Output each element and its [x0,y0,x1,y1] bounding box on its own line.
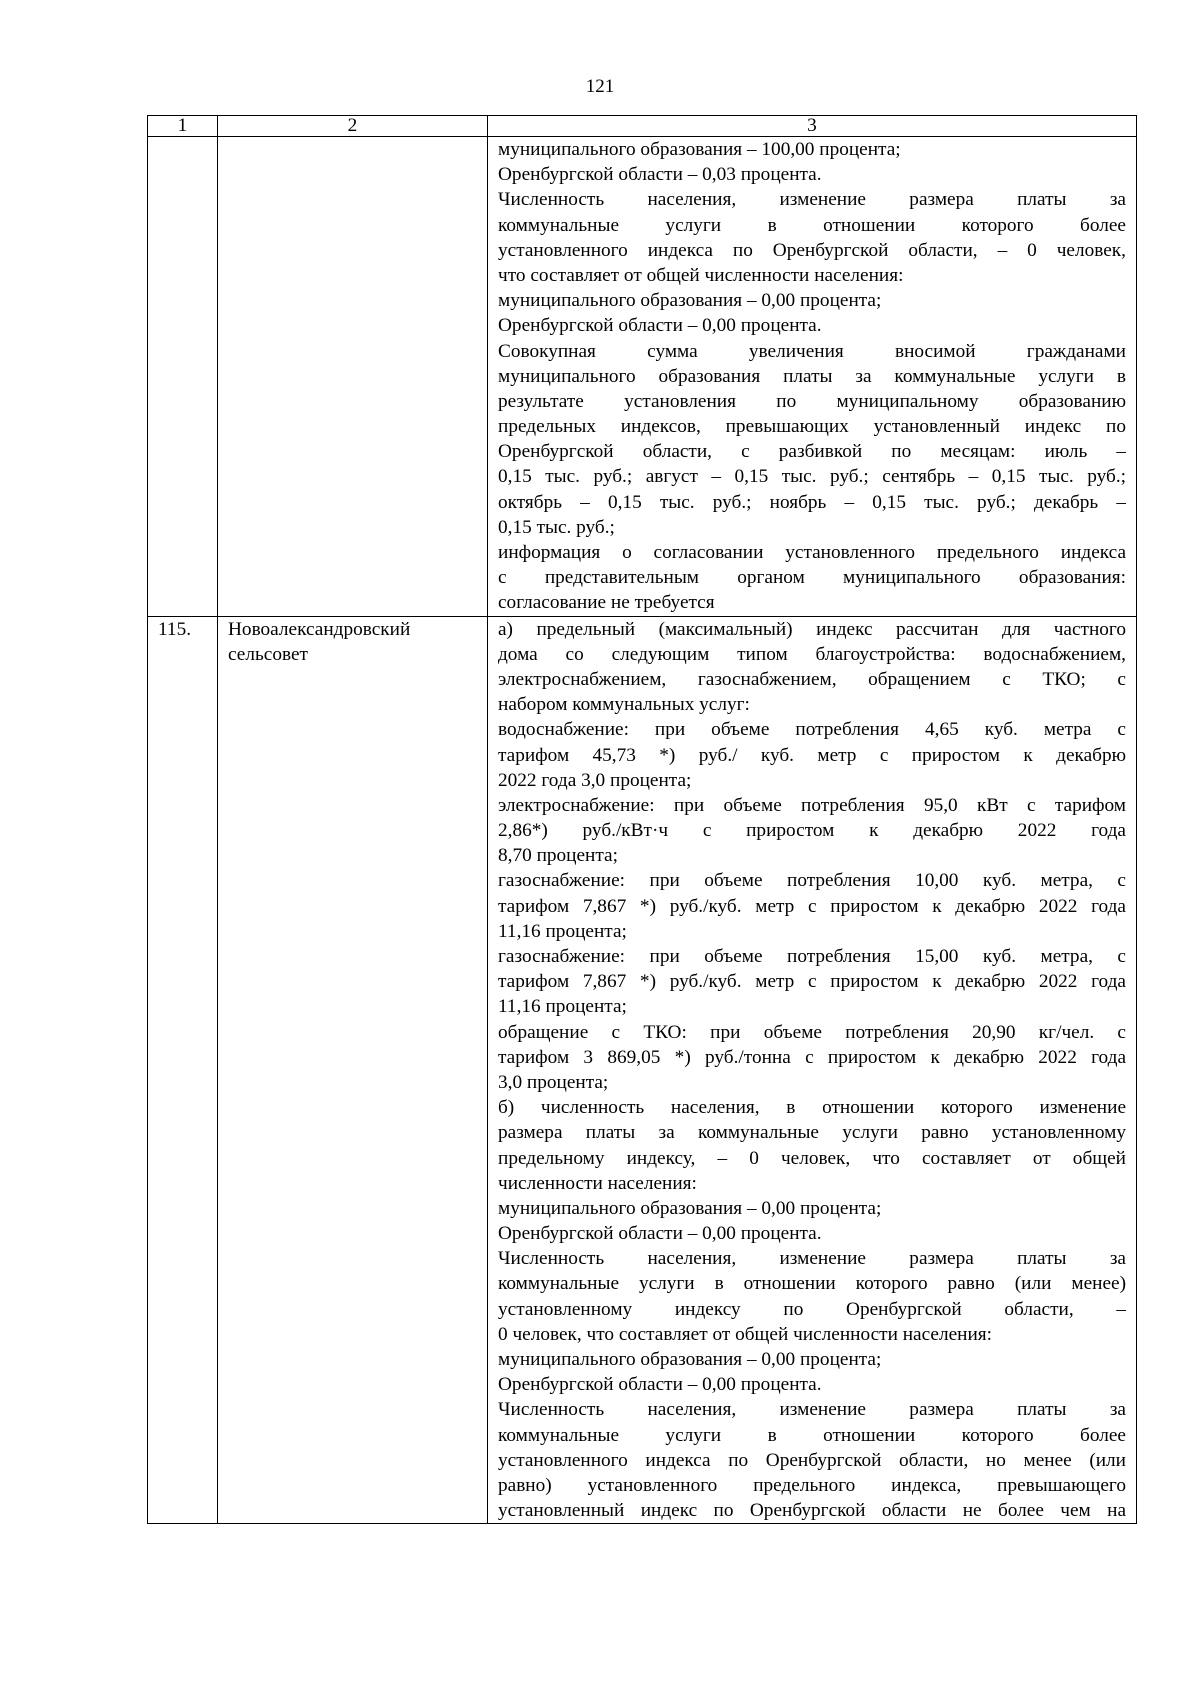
text-line: электроснабжением, газоснабжением, обращением с ТКО; с [498,668,1126,690]
text-line: 3,0 процента; [498,1071,609,1093]
text-line: предельному индексу, – 0 человек, что составляет от общей [498,1147,1126,1169]
text-line: 0,15 тыс. руб.; август – 0,15 тыс. руб.; сентябрь – 0,15 тыс. руб.; [498,466,1126,488]
text-line: водоснабжение: при объеме потребления 4,65 куб. метра с [498,719,1126,741]
text-line: тарифом 7,867 *) руб./куб. метр с приростом к декабрю 2022 года [498,971,1126,993]
table-body [148,137,1137,1524]
table-header-row [148,116,1137,137]
text-line: муниципального образования платы за коммунальные услуги в [498,365,1126,387]
text-line: октябрь – 0,15 тыс. руб.; ноябрь – 0,15 тыс. руб.; декабрь – [498,491,1126,513]
text-line: Совокупная сумма увеличения вносимой гражданами [498,340,1126,362]
text-line: 11,16 процента; [498,996,627,1018]
text-line: 0,15 тыс. руб.; [498,516,615,538]
text-line: дома со следующим типом благоустройства: водоснабжением, [498,643,1126,665]
table-row [148,616,1137,1524]
text-line: коммунальные услуги в отношении которого равно (или менее) [498,1273,1126,1295]
text-line: тарифом 45,73 *) руб./ куб. метр с приростом к декабрю [498,744,1126,766]
text-line: 2022 года 3,0 процента; [498,769,692,791]
page-number: 121 [585,76,615,97]
text-line: набором коммунальных услуг: [498,694,750,716]
text-line: коммунальные услуги в отношении которого более [498,214,1126,236]
description-cell [488,137,1137,617]
column-header-1: 1 [148,116,218,137]
text-line: 2,86*) руб./кВт·ч с приростом к декабрю 2022 года [498,820,1126,842]
municipality-name-cell: Новоалександровский сельсовет [218,616,488,1524]
text-line: размера платы за коммунальные услуги равно установленному [498,1122,1126,1144]
text-line: с представительным органом муниципального образования: [498,567,1126,589]
row-number-cell: 115. [148,616,218,1524]
text-line: установленного индекса по Оренбургской области, но менее (или [498,1449,1126,1471]
text-line: газоснабжение: при объеме потребления 10,00 куб. метра, с [498,870,1126,892]
text-line: Численность населения, изменение размера платы за [498,189,1126,211]
text-line: установленного индекса по Оренбургской области, – 0 человек, [498,239,1126,261]
document-table [147,115,1137,1524]
text-line: муниципального образования – 100,00 процента; [498,139,901,160]
text-line: Численность населения, изменение размера платы за [498,1399,1126,1421]
text-line: что составляет от общей численности населения: [498,264,904,286]
text-line: Численность населения, изменение размера платы за [498,1248,1126,1270]
text-line: информация о согласовании установленного предельного индекса [498,542,1126,563]
column-header-3: 3 [488,116,1137,137]
column-header-2: 2 [218,116,488,137]
text-line: а) предельный (максимальный) индекс рассчитан для частного [498,618,1126,640]
text-line: Оренбургской области – 0,00 процента. [498,1374,822,1396]
text-line: равно) установленного предельного индекса, превышающего [498,1474,1126,1496]
text-line: Оренбургской области – 0,00 процента. [498,1223,822,1245]
table-row [148,137,1137,617]
text-line: установленный индекс по Оренбургской области не более чем на [498,1500,1126,1522]
text-line: согласование не требуется [498,592,715,614]
municipality-name-cell [218,137,488,617]
text-line: 0 человек, что составляет от общей численности населения: [498,1323,992,1345]
text-line: предельных индексов, превышающих установленный индекс по [498,416,1126,438]
text-line: электроснабжение: при объеме потребления 95,0 кВт с тарифом [498,794,1126,816]
text-line: установленному индексу по Оренбургской области, – [498,1298,1126,1320]
text-line: Оренбургской области, с разбивкой по месяцам: июль – [498,441,1126,463]
row-number-cell [148,137,218,617]
text-line: Оренбургской области – 0,03 процента. [498,164,822,186]
text-line: б) численность населения, в отношении которого изменение [498,1097,1126,1119]
text-line: 8,70 процента; [498,845,618,867]
text-line: тарифом 3 869,05 *) руб./тонна с приростом к декабрю 2022 года [498,1046,1126,1068]
text-line: результате установления по муниципальному образованию [498,390,1126,412]
text-line: газоснабжение: при объеме потребления 15,00 куб. метра, с [498,946,1126,967]
text-line: Оренбургской области – 0,00 процента. [498,315,822,337]
text-line: муниципального образования – 0,00 процента; [498,290,882,312]
text-line: коммунальные услуги в отношении которого более [498,1424,1126,1446]
text-line: обращение с ТКО: при объеме потребления 20,90 кг/чел. с [498,1021,1126,1043]
text-line: численности населения: [498,1172,697,1194]
text-line: 11,16 процента; [498,920,627,942]
text-line: тарифом 7,867 *) руб./куб. метр с приростом к декабрю 2022 года [498,895,1126,917]
text-line: муниципального образования – 0,00 процента; [498,1197,882,1219]
text-line: муниципального образования – 0,00 процента; [498,1349,882,1370]
description-cell [488,616,1137,1524]
